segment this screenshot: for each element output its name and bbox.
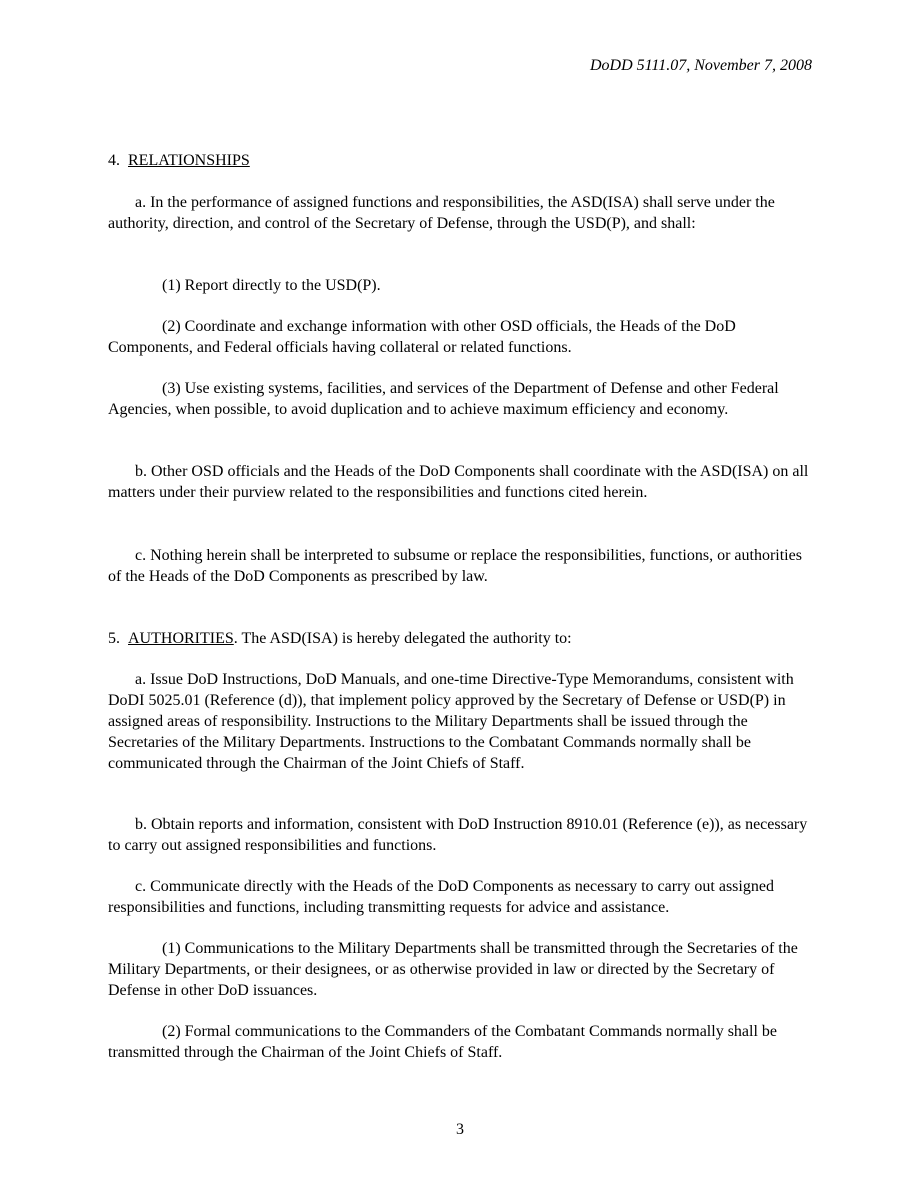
section-5-title: AUTHORITIES bbox=[128, 630, 234, 647]
running-header: DoDD 5111.07, November 7, 2008 bbox=[589, 57, 812, 74]
section-5-heading bbox=[108, 628, 814, 649]
section-4-title: RELATIONSHIPS bbox=[128, 152, 250, 169]
paragraph-4b: b. Other OSD officials and the Heads of the DoD Components shall coordinate with the ASD(ISA) on all matters under their purview related to the responsibilities and functions cited herein. bbox=[108, 463, 809, 501]
paragraph-4a2: (2) Coordinate and exchange information with other OSD officials, the Heads of the DoD Components, and Federal officials having collateral or related functions. bbox=[108, 318, 736, 356]
paragraph-4c: c. Nothing herein shall be interpreted to subsume or replace the responsibilities, functions, or authorities of the Heads of the DoD Components as prescribed by law. bbox=[108, 547, 802, 585]
paragraph-4a3: (3) Use existing systems, facilities, and services of the Department of Defense and other Federal Agencies, when possible, to avoid duplication and to achieve maximum efficiency and economy. bbox=[108, 380, 779, 418]
paragraph-5b: b. Obtain reports and information, consistent with DoD Instruction 8910.01 (Reference (e)), as necessary to carry out assigned responsibilities and functions. bbox=[108, 816, 808, 854]
section-5-number: 5. bbox=[108, 630, 120, 647]
page-number: 3 bbox=[456, 1121, 464, 1138]
paragraph-5c1: (1) Communications to the Military Departments shall be transmitted through the Secretaries of the Military Departments, or their designees, or as otherwise provided in law or directed by the Secretary of Defense in other DoD issuances. bbox=[108, 940, 798, 999]
paragraph-4a: a. In the performance of assigned functions and responsibilities, the ASD(ISA) shall serve under the authority, direction, and control of the Secretary of Defense, through the USD(P), and shall: bbox=[108, 194, 775, 232]
paragraph-5c: c. Communicate directly with the Heads of the DoD Components as necessary to carry out assigned responsibilities and functions, including transmitting requests for advice and assistance. bbox=[108, 878, 774, 916]
paragraph-5a: a. Issue DoD Instructions, DoD Manuals, and one-time Directive-Type Memorandums, consistent with DoDI 5025.01 (Reference (d)), that implement policy approved by the Secretary of Defense or USD(P) in assigned areas of responsibility. Instructions to the Military Departments shall be issued through the Secretaries of the Military Departments. Instructions to the Combatant Commands normally shall be communicated through the Chairman of the Joint Chiefs of Staff. bbox=[108, 671, 794, 772]
section-5-intro: . The ASD(ISA) is hereby delegated the authority to: bbox=[233, 630, 572, 647]
paragraph-5c2: (2) Formal communications to the Commanders of the Combatant Commands normally shall be transmitted through the Chairman of the Joint Chiefs of Staff. bbox=[108, 1023, 778, 1061]
section-4-number: 4. bbox=[108, 152, 120, 169]
section-4-heading bbox=[108, 150, 814, 171]
paragraph-4a1: (1) Report directly to the USD(P). bbox=[162, 277, 381, 294]
